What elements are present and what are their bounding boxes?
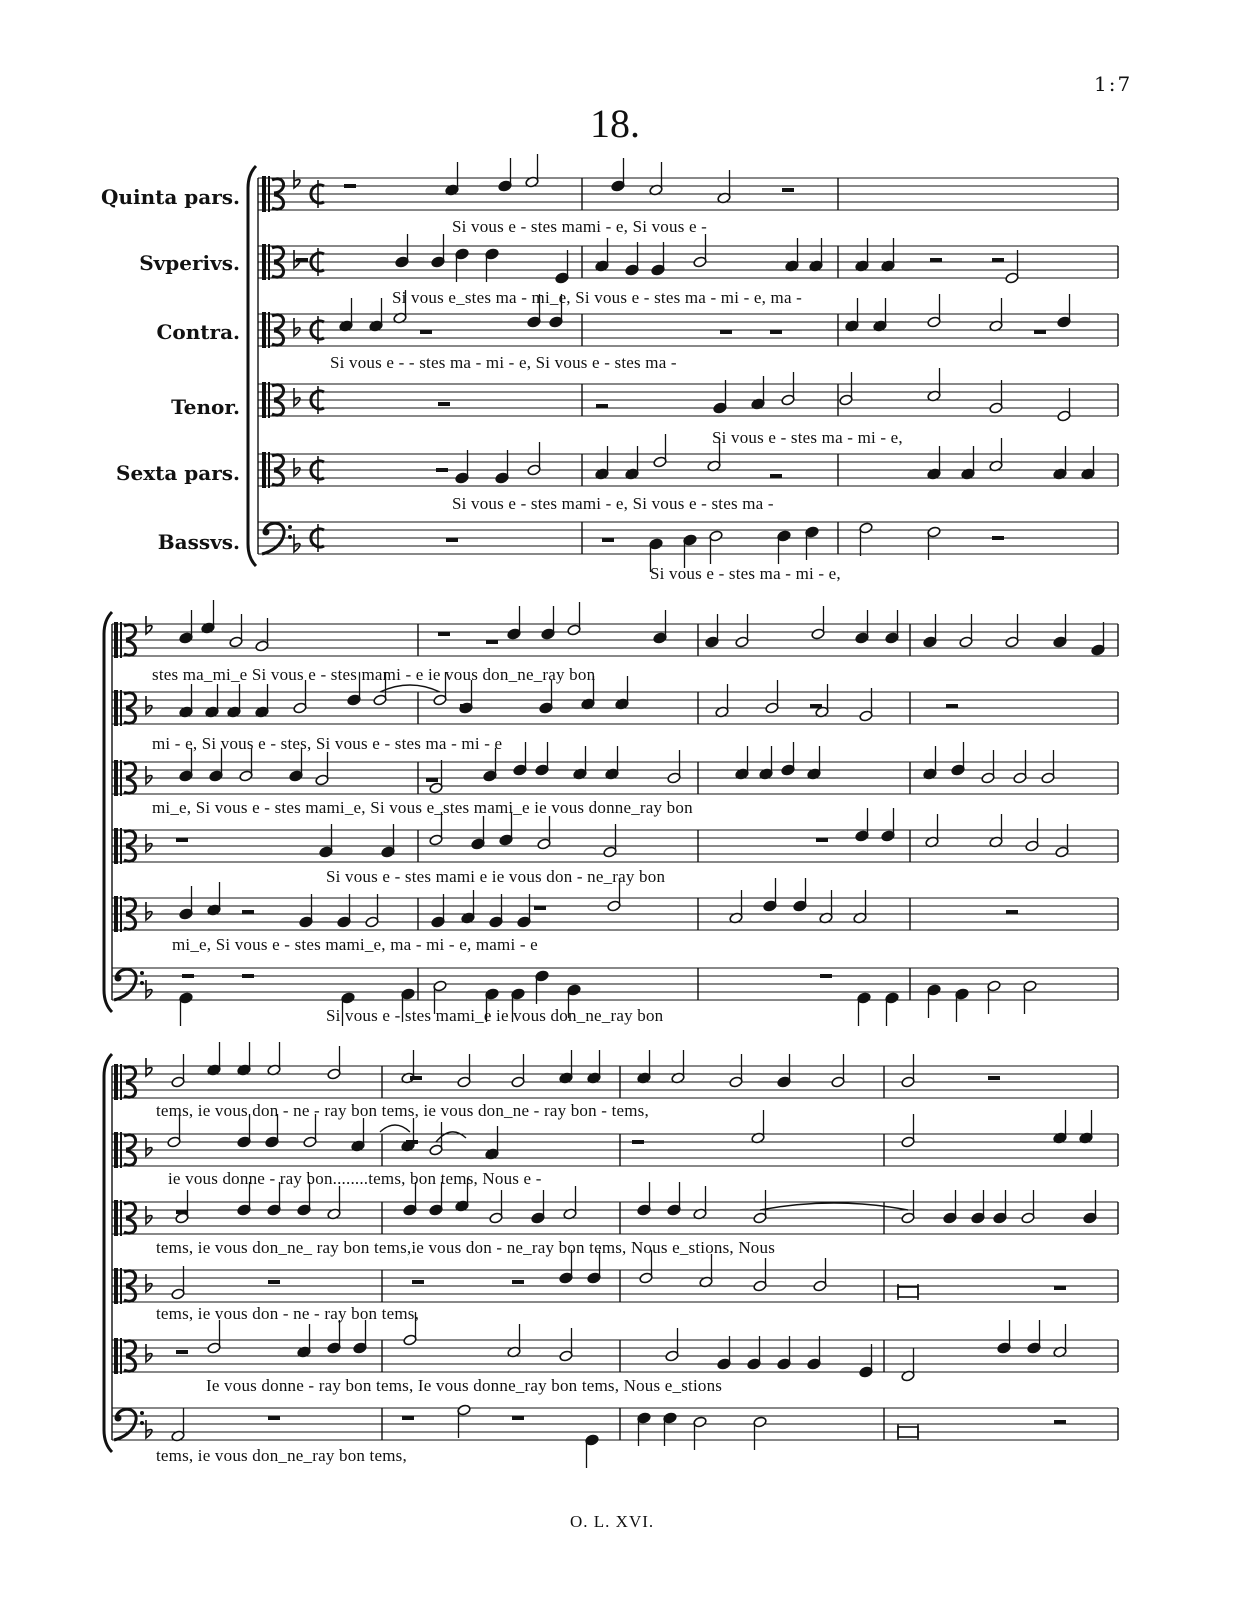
rest-mark bbox=[176, 1350, 188, 1354]
tie bbox=[436, 1132, 466, 1142]
page-number: 1:7 bbox=[1094, 72, 1133, 96]
breve-note bbox=[898, 1287, 918, 1297]
c-clef-icon bbox=[262, 382, 266, 418]
c-clef-icon bbox=[262, 244, 266, 280]
rest-mark bbox=[1054, 1420, 1066, 1424]
flat-icon bbox=[146, 766, 152, 784]
bass-clef-dot bbox=[263, 529, 270, 536]
c-clef-bar bbox=[268, 176, 270, 212]
c-clef-bar bbox=[268, 452, 270, 488]
bass-clef-dot bbox=[288, 535, 292, 539]
c-clef-icon bbox=[114, 1064, 118, 1100]
c-clef-bar bbox=[120, 896, 122, 932]
flat-icon bbox=[146, 902, 152, 920]
rest-mark bbox=[782, 188, 794, 192]
c-clef-icon bbox=[262, 176, 266, 212]
rest-mark bbox=[720, 330, 732, 334]
bass-clef-dot bbox=[115, 1415, 122, 1422]
system-2-bracket bbox=[104, 612, 112, 1012]
lyric-s3-quinta: tems, ie vous don - ne - ray bon tems, ie vous don_ne - ray bon - tems, bbox=[156, 1101, 649, 1120]
lyric-s2-quinta: stes ma_mi_e Si vous e - stes mami - e ie vous don_ne_ray bon bbox=[152, 665, 596, 684]
rest-mark bbox=[426, 778, 438, 782]
rest-mark bbox=[176, 838, 188, 842]
c-clef-bar bbox=[268, 312, 270, 348]
flat-icon bbox=[294, 318, 300, 336]
rest-mark bbox=[438, 632, 450, 636]
flat-icon bbox=[146, 696, 152, 714]
footer-catalog: O. L. XVI. bbox=[570, 1512, 655, 1531]
voice-label-contra: Contra. bbox=[156, 320, 240, 344]
rest-mark bbox=[992, 258, 1004, 262]
lyric-s3-bassus: tems, ie vous don_ne_ray bon tems, bbox=[156, 1446, 407, 1465]
rest-mark bbox=[406, 1140, 418, 1144]
bass-clef-icon bbox=[114, 969, 136, 1000]
lyric-s2-superius: mi - e, Si vous e - stes, Si vous e - stes ma - mi - e bbox=[152, 734, 503, 753]
lyric-s2-bassus: Si vous e - stes mami_e ie vous don_ne_ray bon bbox=[326, 1006, 664, 1025]
flat-icon bbox=[146, 1344, 152, 1362]
lyric-s2-sexta: mi_e, Si vous e - stes mami_e, ma - mi - e, mami - e bbox=[172, 935, 538, 954]
rest-mark bbox=[602, 538, 614, 542]
voice-label-sexta: Sexta pars. bbox=[116, 461, 240, 485]
rest-mark bbox=[512, 1416, 524, 1420]
rest-mark bbox=[402, 1416, 414, 1420]
c-clef-bar bbox=[120, 1064, 122, 1100]
flat-icon bbox=[146, 980, 152, 998]
rest-mark bbox=[946, 704, 958, 708]
lyric-s3-superius: ie vous donne - ray bon........tems, bon tems, Nous e - bbox=[168, 1169, 542, 1188]
breve-note bbox=[898, 1427, 918, 1437]
bass-clef-dot bbox=[140, 971, 144, 975]
rest-mark bbox=[1054, 1286, 1066, 1290]
c-clef-icon bbox=[114, 896, 118, 932]
rest-mark bbox=[1006, 910, 1018, 914]
flat-icon bbox=[146, 1058, 152, 1076]
rest-mark bbox=[438, 402, 450, 406]
c-clef-bar bbox=[120, 1268, 122, 1304]
voice-label-bassus: Bassvs. bbox=[157, 530, 240, 554]
c-clef-bar bbox=[268, 382, 270, 418]
lyric-s3-tenor: tems, ie vous don - ne - ray bon tems, bbox=[156, 1304, 420, 1323]
flat-icon bbox=[146, 1206, 152, 1224]
rest-mark bbox=[992, 536, 1004, 540]
lyric-s1-tenor: Si vous e - stes ma - mi - e, bbox=[712, 428, 903, 447]
bass-clef-icon bbox=[262, 523, 284, 554]
rest-mark bbox=[268, 1416, 280, 1420]
bass-clef-dot bbox=[140, 1421, 144, 1425]
lyric-s1-sexta: Si vous e - stes mami - e, Si vous e - stes ma - bbox=[452, 494, 774, 513]
rest-mark bbox=[436, 468, 448, 472]
bass-clef-dot bbox=[140, 981, 144, 985]
lyric-s2-contra: mi_e, Si vous e - stes mami_e, Si vous e_stes mami_e ie vous donne_ray bon bbox=[152, 798, 693, 817]
bass-clef-dot bbox=[140, 1411, 144, 1415]
lyric-s2-tenor: Si vous e - stes mami e ie vous don - ne_ray bon bbox=[326, 867, 666, 886]
rest-mark bbox=[268, 1280, 280, 1284]
bass-clef-dot bbox=[115, 975, 122, 982]
flat-icon bbox=[146, 1138, 152, 1156]
rest-mark bbox=[512, 1280, 524, 1284]
c-clef-bar bbox=[120, 1132, 122, 1168]
flat-icon bbox=[146, 616, 152, 634]
c-clef-bar bbox=[120, 1200, 122, 1236]
c-clef-icon bbox=[114, 760, 118, 796]
rest-mark bbox=[446, 538, 458, 542]
rest-mark bbox=[596, 404, 608, 408]
c-clef-icon bbox=[114, 1268, 118, 1304]
rest-mark bbox=[176, 1210, 188, 1214]
rest-mark bbox=[534, 906, 546, 910]
rest-mark bbox=[344, 184, 356, 188]
rest-mark bbox=[988, 1076, 1000, 1080]
voice-label-quinta: Quinta pars. bbox=[101, 185, 240, 209]
c-clef-bar bbox=[120, 690, 122, 726]
lyric-s3-sexta: Ie vous donne - ray bon tems, Ie vous donne_ray bon tems, Nous e_stions bbox=[206, 1376, 723, 1395]
flat-icon bbox=[146, 834, 152, 852]
rest-mark bbox=[242, 974, 254, 978]
rest-mark bbox=[770, 330, 782, 334]
rest-mark bbox=[412, 1280, 424, 1284]
rest-mark bbox=[1034, 330, 1046, 334]
bass-clef-icon bbox=[114, 1409, 136, 1440]
piece-number: 18. bbox=[590, 101, 640, 146]
c-clef-icon bbox=[114, 1132, 118, 1168]
c-clef-bar bbox=[120, 828, 122, 864]
tie bbox=[380, 1125, 410, 1132]
flat-icon bbox=[294, 534, 300, 552]
lyric-s1-superius: Si vous e_stes ma - mi_e, Si vous e - stes ma - mi - e, ma - bbox=[392, 288, 803, 307]
c-clef-icon bbox=[114, 1200, 118, 1236]
system-1-bracket bbox=[248, 166, 256, 566]
flat-icon bbox=[294, 170, 300, 188]
flat-icon bbox=[146, 1420, 152, 1438]
c-clef-bar bbox=[268, 244, 270, 280]
c-clef-bar bbox=[120, 760, 122, 796]
flat-icon bbox=[294, 388, 300, 406]
bass-clef-dot bbox=[288, 525, 292, 529]
tie bbox=[760, 1203, 908, 1210]
flat-icon bbox=[294, 458, 300, 476]
rest-mark bbox=[632, 1140, 644, 1144]
c-clef-bar bbox=[120, 1338, 122, 1374]
lyric-s1-bassus: Si vous e - stes ma - mi - e, bbox=[650, 564, 841, 583]
rest-mark bbox=[182, 974, 194, 978]
rest-mark bbox=[820, 974, 832, 978]
lyric-s1-quinta: Si vous e - stes mami - e, Si vous e - bbox=[452, 217, 708, 236]
rest-mark bbox=[460, 704, 472, 708]
rest-mark bbox=[930, 258, 942, 262]
c-clef-icon bbox=[114, 828, 118, 864]
flat-icon bbox=[146, 1274, 152, 1292]
rest-mark bbox=[816, 838, 828, 842]
rest-mark bbox=[770, 474, 782, 478]
rest-mark bbox=[410, 1076, 422, 1080]
rest-mark bbox=[486, 640, 498, 644]
tie bbox=[380, 685, 440, 692]
c-clef-icon bbox=[114, 690, 118, 726]
c-clef-bar bbox=[120, 622, 122, 658]
lyric-s1-contra: Si vous e - - stes ma - mi - e, Si vous e - stes ma - bbox=[330, 353, 677, 372]
rest-mark bbox=[242, 910, 254, 914]
lyric-s3-contra: tems, ie vous don_ne_ ray bon tems,ie vous don - ne_ray bon tems, Nous e_stions, Nous bbox=[156, 1238, 776, 1257]
c-clef-icon bbox=[262, 312, 266, 348]
c-clef-icon bbox=[114, 622, 118, 658]
rest-mark bbox=[810, 704, 822, 708]
c-clef-icon bbox=[114, 1338, 118, 1374]
rest-mark bbox=[296, 258, 308, 262]
voice-label-tenor: Tenor. bbox=[171, 395, 240, 419]
c-clef-icon bbox=[262, 452, 266, 488]
rest-mark bbox=[420, 330, 432, 334]
voice-label-superius: Svperivs. bbox=[139, 251, 240, 275]
system-3-bracket bbox=[104, 1054, 112, 1452]
